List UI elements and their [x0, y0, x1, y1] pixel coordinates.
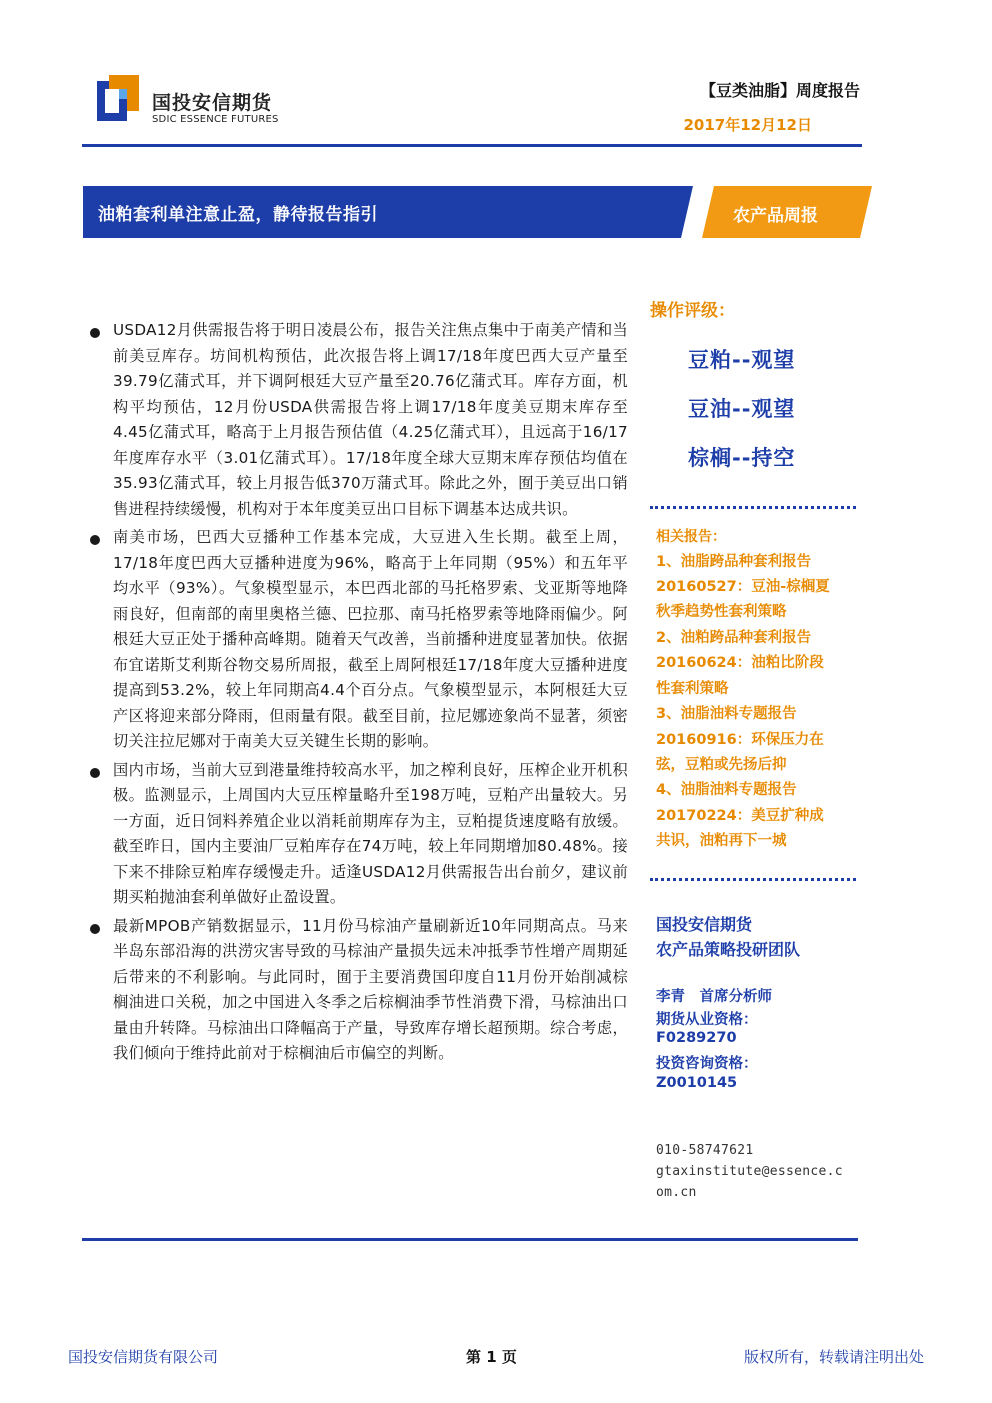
footer-copyright: 版权所有，转载请注明出处 — [743, 1348, 924, 1366]
rating-soyoil: 豆油--观望 — [688, 397, 796, 421]
logo-english-name: SDIC ESSENCE FUTURES — [152, 114, 279, 125]
related-report-line[interactable]: 秋季趋势性套利策略 — [656, 604, 787, 620]
related-report-line[interactable]: 20170224：美豆扩种成 — [656, 808, 824, 824]
consult-number: Z0010145 — [656, 1075, 738, 1091]
bullet-icon — [90, 328, 100, 338]
report-body — [88, 318, 628, 1070]
sidebar-divider — [650, 878, 856, 881]
bullet-icon — [90, 924, 100, 934]
related-reports-title: 相关报告： — [656, 529, 726, 545]
related-report-line[interactable]: 3、油脂油料专题报告 — [656, 706, 797, 722]
related-report-line[interactable]: 4、油脂油料专题报告 — [656, 782, 797, 798]
contact-phone: 010-58747621 — [656, 1143, 754, 1158]
paragraph-palm-oil — [88, 914, 628, 1067]
bullet-icon — [90, 768, 100, 778]
org-name: 国投安信期货 — [656, 915, 753, 934]
sidebar-divider — [650, 506, 856, 509]
related-report-line[interactable]: 2、油粕跨品种套利报告 — [656, 630, 812, 646]
related-report-line[interactable]: 20160527：豆油-棕榈夏 — [656, 579, 830, 595]
bullet-icon — [90, 535, 100, 545]
paragraph-text: 最新MPOB产销数据显示，11月份马棕油产量刷新近10年同期高点。马来半岛东部沿海的洪涝灾害导致的马棕油产量损失远未冲抵季节性增产周期延后带来的不利影响。与此同时，囿于主要消费国印度自11月份开始削减棕榈油进口关税，加之中国进入冬季之后棕榈油季节性消费下滑，马棕油出口量由升转降。马棕油出口降幅高于产量，导致库存增长超预期。综合考虑，我们倾向于维持此前对于棕榈油后市偏空的判断。 — [113, 916, 628, 1062]
header-divider — [82, 144, 862, 147]
body-bottom-divider — [82, 1238, 858, 1241]
team-name: 农产品策略投研团队 — [656, 940, 801, 959]
rating-soymeal: 豆粕--观望 — [688, 348, 796, 372]
related-report-line[interactable]: 性套利策略 — [656, 681, 729, 697]
related-report-line[interactable]: 共识，油粕再下一城 — [656, 833, 787, 849]
rating-label: 操作评级： — [650, 301, 735, 321]
paragraph-text: USDA12月供需报告将于明日凌晨公布，报告关注焦点集中于南美产情和当前美豆库存。坊间机构预估，此次报告将上调17/18年度巴西大豆产量至39.79亿蒲式耳，并下调阿根廷大豆产量至20.76亿蒲式耳。库存方面，机构平均预估，12月份USDA供需报告将上调17/18年度美豆期末库存至4.45亿蒲式耳，略高于上月报告预估值（4.25亿蒲式耳），且远高于16/17年度库存水平（3.01亿蒲式耳）。17/18年度全球大豆期末库存预估均值在35.93亿蒲式耳，较上月报告低370万蒲式耳。除此之外，囿于美豆出口销售进程持续缓慢，机构对于本年度美豆出口目标下调基本达成共识。 — [113, 321, 628, 518]
contact-email[interactable]: gtaxinstitute@essence.c — [656, 1164, 843, 1179]
analyst-name: 李青 首席分析师 — [656, 989, 772, 1005]
related-report-line[interactable]: 20160624：油粕比阶段 — [656, 655, 824, 671]
report-type: 【豆类油脂】周度报告 — [699, 81, 860, 100]
paragraph-text: 南美市场，巴西大豆播种工作基本完成，大豆进入生长期。截至上周，17/18年度巴西大豆播种进度为96%，略高于上年同期（95%）和五年平均水平（93%）。气象模型显示，本巴西北部的马托格罗索、戈亚斯等地降雨良好，但南部的南里奥格兰德、巴拉那、南马托格罗索等地降雨偏少。阿根廷大豆正处于播种高峰期。随着天气改善，当前播种进度显著加快。依据布宜诺斯艾利斯谷物交易所周报，截至上周阿根廷17/18年度大豆播种进度提高到53.2%，较上年同期高4.4个百分点。气象模型显示，本阿根廷大豆产区将迎来部分降雨，但雨量有限。截至目前，拉尼娜迹象尚不显著，须密切关注拉尼娜对于南美大豆关键生长期的影响。 — [113, 528, 628, 750]
paragraph-domestic — [88, 758, 628, 911]
footer-page-number: 第 1 页 — [466, 1348, 517, 1366]
paragraph-usda — [88, 318, 628, 522]
category-tag: 农产品周报 — [733, 206, 818, 226]
report-date: 2017年12月12日 — [683, 116, 812, 134]
company-logo-icon — [97, 75, 139, 125]
logo-chinese-name: 国投安信期货 — [152, 92, 273, 114]
paragraph-text: 国内市场，当前大豆到港量维持较高水平，加之榨利良好，压榨企业开机积极。监测显示，上周国内大豆压榨量略升至198万吨，豆粕产出量较大。另一方面，近日饲料养殖企业以消耗前期库存为主，豆粕提货速度略有放缓。截至昨日，国内主要油厂豆粕库存在74万吨，较上年同期增加80.48%。接下来不排除豆粕库存缓慢走升。适逢USDA12月供需报告出台前夕，建议前期买粕抛油套利单做好止盈设置。 — [113, 760, 628, 906]
cert-label: 期货从业资格： — [656, 1012, 758, 1028]
consult-label: 投资咨询资格： — [656, 1056, 758, 1072]
contact-email-cont[interactable]: om.cn — [656, 1185, 697, 1200]
footer-company: 国投安信期货有限公司 — [68, 1348, 219, 1366]
paragraph-south-america — [88, 525, 628, 755]
report-headline: 油粕套利单注意止盈，静待报告指引 — [98, 205, 378, 225]
related-report-line[interactable]: 20160916：环保压力在 — [656, 732, 824, 748]
related-report-line[interactable]: 1、油脂跨品种套利报告 — [656, 554, 812, 570]
cert-number: F0289270 — [656, 1030, 737, 1046]
rating-palm: 棕榈--持空 — [688, 446, 796, 470]
related-report-line[interactable]: 弦，豆粕或先扬后抑 — [656, 757, 787, 773]
